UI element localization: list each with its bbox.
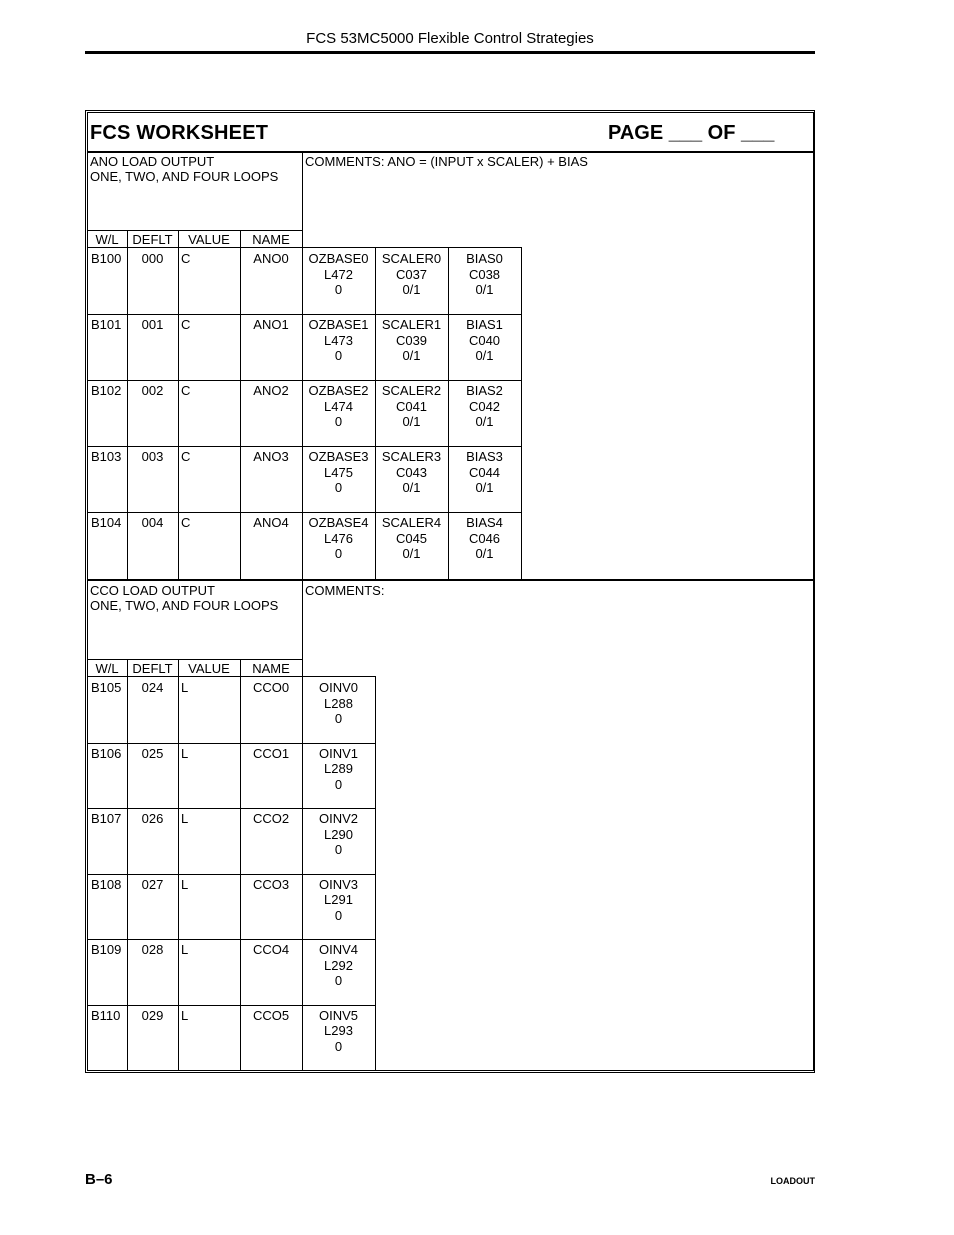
- ano-row-0-deflt: 000: [141, 251, 164, 266]
- ano-row-1-wl: B101: [91, 317, 122, 332]
- cco-row-5-value: L: [181, 1007, 189, 1023]
- ano-row-4-wl: B104: [91, 515, 122, 530]
- cco-colheader-deflt: DEFLT: [132, 661, 173, 676]
- cco-row-1-param-0: OINV1 L289 0: [318, 745, 358, 792]
- cco-row-1-bottom-rule: [87, 808, 376, 809]
- ano-section-title: ANO LOAD OUTPUT: [90, 154, 215, 169]
- ano-row-1-value: C: [181, 317, 191, 332]
- ano-row-0-bottom-rule: [87, 314, 522, 315]
- cco-row-4-name: CCO4: [252, 942, 290, 957]
- cco-row-4-value: L: [181, 942, 189, 957]
- ano-row-3-param-2: BIAS3 C044 0/1: [466, 449, 503, 495]
- ano-row-1-deflt: 001: [141, 317, 164, 332]
- ano-row-4-param-2: BIAS4 C046 0/1: [466, 515, 503, 561]
- ano-row-3-param-1: SCALER3 C043 0/1: [381, 449, 442, 495]
- ano-colheader-deflt: DEFLT: [132, 232, 173, 247]
- cco-row-2-wl: B107: [91, 811, 122, 826]
- ano-row-2-value: C: [181, 383, 191, 398]
- cco-row-3-bottom-rule: [87, 939, 376, 940]
- ano-row-1-param-0: OZBASE1 L473 0: [308, 317, 369, 363]
- section-separator-rule: [87, 579, 814, 581]
- ano-row-4-name: ANO4: [253, 515, 289, 530]
- ano-row-0-value: C: [181, 251, 191, 266]
- cco-row-4-deflt: 028: [141, 942, 164, 957]
- cco-row-3-param-0: OINV3 L291 0: [318, 876, 358, 923]
- ano-colheader-top-rule: [87, 230, 303, 231]
- cco-row-4-param-0: OINV4 L292 0: [318, 942, 358, 988]
- cco-row-2-bottom-rule: [87, 874, 376, 875]
- cco-row-1-value: L: [181, 745, 189, 761]
- ano-row-2-param-0: OZBASE2 L474 0: [308, 383, 369, 429]
- cco-row-2-name: CCO2: [252, 811, 290, 826]
- ano-row-2-wl: B102: [91, 383, 122, 398]
- ano-row-0-param-0: OZBASE0 L472 0: [308, 251, 369, 297]
- cco-row-0-bottom-rule: [87, 743, 376, 744]
- ano-param-top-rule: [302, 247, 522, 248]
- cco-row-5-deflt: 029: [141, 1007, 164, 1023]
- ano-row-3-value: C: [181, 449, 191, 464]
- page-header-title: FCS 53MC5000 Flexible Control Strategies: [306, 30, 594, 47]
- title-bar-rule: [87, 151, 814, 153]
- ano-section-subtitle: ONE, TWO, AND FOUR LOOPS: [90, 169, 279, 184]
- ano-row-2-param-2: BIAS2 C042 0/1: [466, 383, 503, 429]
- footer-page-number: B–6: [85, 1171, 113, 1188]
- cco-colheader-name: NAME: [252, 661, 290, 676]
- ano-comments-label: COMMENTS: ANO = (INPUT x SCALER) + BIAS: [305, 154, 588, 169]
- ano-row-3-bottom-rule: [87, 512, 522, 513]
- ano-row-0-param-2: BIAS0 C038 0/1: [466, 251, 503, 297]
- ano-colheader-wl: W/L: [95, 232, 119, 247]
- ano-row-3-name: ANO3: [253, 449, 289, 464]
- cco-row-1-name: CCO1: [252, 745, 290, 761]
- cco-row-5-param-0: OINV5 L293 0: [318, 1007, 358, 1054]
- ano-row-3-wl: B103: [91, 449, 122, 464]
- cco-row-1-deflt: 025: [141, 745, 164, 761]
- ano-row-4-param-1: SCALER4 C045 0/1: [381, 515, 442, 561]
- cco-row-0-deflt: 024: [141, 680, 164, 695]
- ano-row-1-param-1: SCALER1 C039 0/1: [381, 317, 442, 363]
- cco-colheader-value: VALUE: [188, 661, 230, 676]
- ano-row-2-name: ANO2: [253, 383, 289, 398]
- cco-colheader-wl: W/L: [95, 661, 119, 676]
- cco-row-0-param-0: OINV0 L288 0: [318, 680, 358, 726]
- cco-column-divider: [178, 659, 179, 1071]
- cco-row-2-deflt: 026: [141, 811, 164, 826]
- ano-colheader-value: VALUE: [188, 232, 230, 247]
- ano-column-divider: [178, 230, 179, 579]
- cco-row-4-wl: B109: [91, 942, 122, 957]
- ano-row-1-name: ANO1: [253, 317, 289, 332]
- cco-row-3-wl: B108: [91, 876, 122, 892]
- ano-param-divider: [521, 247, 522, 579]
- ano-row-1-bottom-rule: [87, 380, 522, 381]
- ano-row-0-name: ANO0: [253, 251, 289, 266]
- cco-row-0-wl: B105: [91, 680, 122, 695]
- ano-row-4-deflt: 004: [141, 515, 164, 530]
- cco-row-3-deflt: 027: [141, 876, 164, 892]
- ano-row-3-param-0: OZBASE3 L475 0: [308, 449, 369, 495]
- ano-row-4-param-0: OZBASE4 L476 0: [308, 515, 369, 561]
- cco-row-3-value: L: [181, 876, 189, 892]
- cco-row-0-name: CCO0: [252, 680, 290, 695]
- ano-row-2-deflt: 002: [141, 383, 164, 398]
- header-rule: [85, 51, 815, 54]
- cco-colheader-top-rule: [87, 659, 303, 660]
- cco-section-title: CCO LOAD OUTPUT: [90, 583, 215, 598]
- cco-row-2-value: L: [181, 811, 189, 826]
- ano-row-0-wl: B100: [91, 251, 122, 266]
- cco-row-5-name: CCO5: [252, 1007, 290, 1023]
- cco-row-4-bottom-rule: [87, 1005, 376, 1006]
- cco-comments-label: COMMENTS:: [305, 583, 385, 598]
- worksheet-title: FCS WORKSHEET: [90, 122, 269, 144]
- ano-row-2-param-1: SCALER2 C041 0/1: [381, 383, 442, 429]
- footer-section-label: LOADOUT: [770, 1176, 815, 1186]
- ano-row-2-bottom-rule: [87, 446, 522, 447]
- ano-colheader-name: NAME: [252, 232, 290, 247]
- cco-row-1-wl: B106: [91, 745, 122, 761]
- cco-section-subtitle: ONE, TWO, AND FOUR LOOPS: [90, 598, 279, 613]
- cco-row-3-name: CCO3: [252, 876, 290, 892]
- cco-row-5-wl: B110: [91, 1007, 121, 1023]
- ano-row-1-param-2: BIAS1 C040 0/1: [466, 317, 503, 363]
- ano-row-3-deflt: 003: [141, 449, 164, 464]
- cco-row-0-value: L: [181, 680, 189, 695]
- cco-param-top-rule: [302, 676, 376, 677]
- ano-row-0-param-1: SCALER0 C037 0/1: [381, 251, 442, 297]
- page-of-label: PAGE ___ OF ___: [608, 122, 775, 144]
- ano-row-4-value: C: [181, 515, 191, 530]
- cco-row-2-param-0: OINV2 L290 0: [318, 811, 358, 857]
